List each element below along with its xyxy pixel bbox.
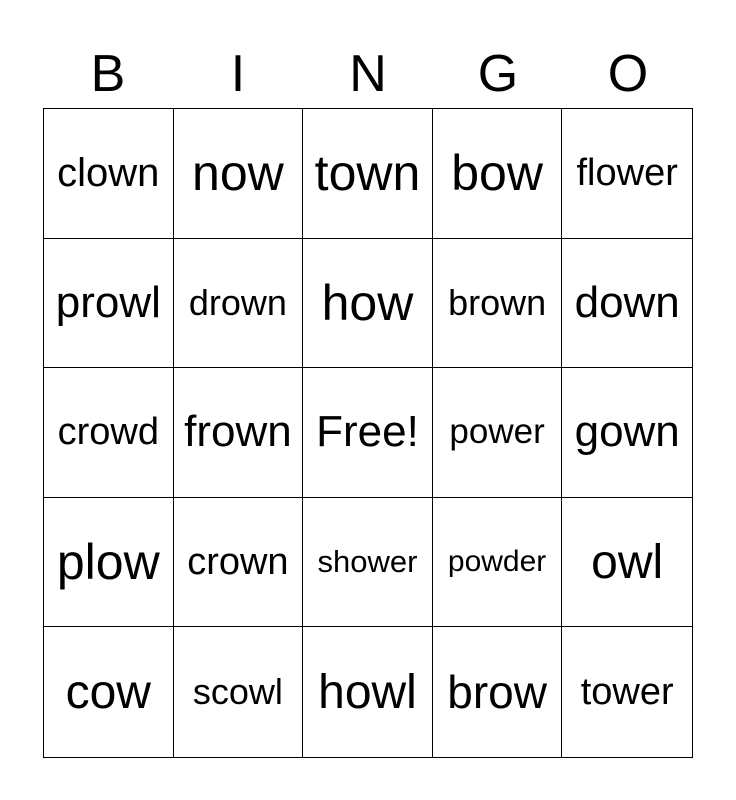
- bingo-cell[interactable]: brown: [433, 239, 563, 369]
- bingo-cell[interactable]: town: [303, 109, 433, 239]
- bingo-cell[interactable]: crown: [174, 498, 304, 628]
- header-letter-n: N: [349, 45, 387, 103]
- bingo-grid: [43, 108, 693, 758]
- header-letter-i: I: [230, 45, 246, 103]
- bingo-cell[interactable]: how: [303, 239, 433, 369]
- bingo-cell[interactable]: plow: [44, 498, 174, 628]
- bingo-cell[interactable]: clown: [44, 109, 174, 239]
- bingo-cell[interactable]: howl: [303, 627, 433, 757]
- bingo-cell[interactable]: flower: [562, 109, 692, 239]
- bingo-cell[interactable]: bow: [433, 109, 563, 239]
- header-letter-o: O: [607, 45, 649, 103]
- bingo-cell[interactable]: crowd: [44, 368, 174, 498]
- bingo-cell[interactable]: shower: [303, 498, 433, 628]
- bingo-cell[interactable]: gown: [562, 368, 692, 498]
- bingo-cell[interactable]: now: [174, 109, 304, 239]
- bingo-header: [43, 40, 693, 108]
- bingo-cell[interactable]: power: [433, 368, 563, 498]
- bingo-cell[interactable]: down: [562, 239, 692, 369]
- bingo-cell[interactable]: cow: [44, 627, 174, 757]
- header-letter-g: G: [477, 45, 519, 103]
- bingo-cell[interactable]: powder: [433, 498, 563, 628]
- bingo-cell[interactable]: drown: [174, 239, 304, 369]
- bingo-cell[interactable]: prowl: [44, 239, 174, 369]
- bingo-cell[interactable]: owl: [562, 498, 692, 628]
- bingo-cell[interactable]: scowl: [174, 627, 304, 757]
- bingo-cell[interactable]: frown: [174, 368, 304, 498]
- bingo-cell[interactable]: tower: [580, 670, 674, 713]
- bingo-cell[interactable]: brow: [433, 627, 563, 757]
- free-space-cell[interactable]: Free!: [303, 368, 433, 498]
- header-letter-b: B: [90, 45, 126, 103]
